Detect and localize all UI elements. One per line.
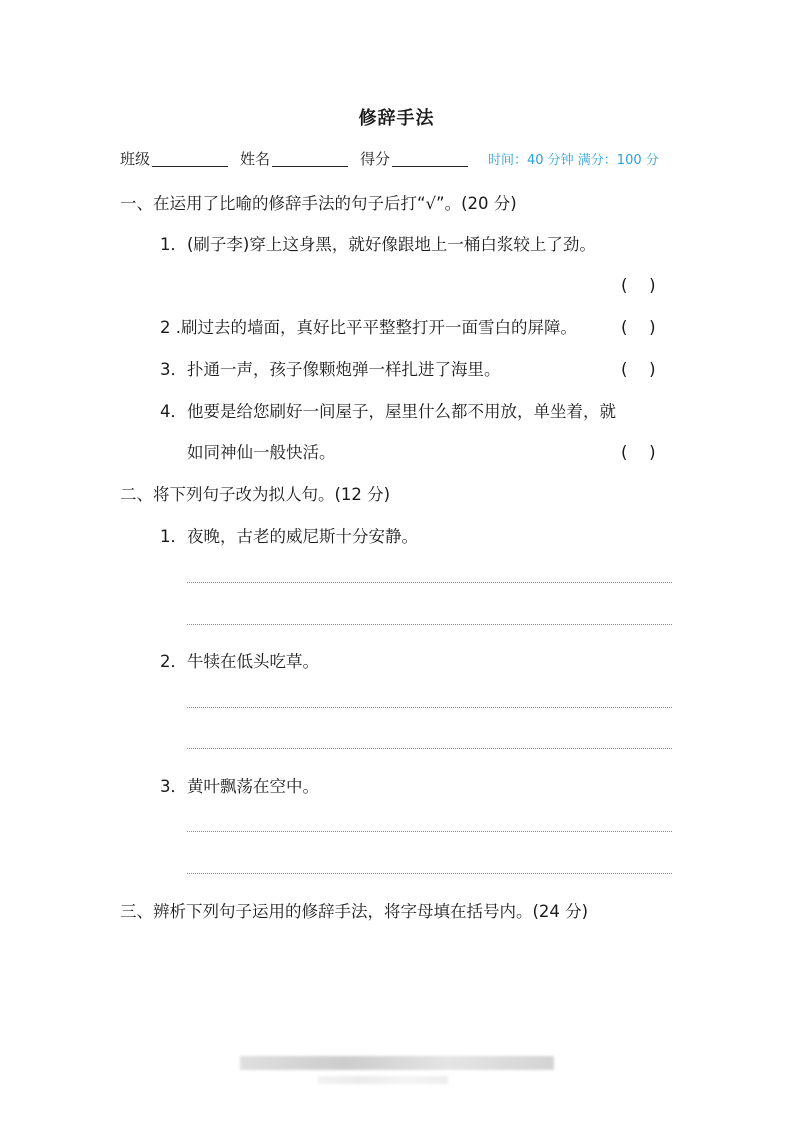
- answer-line[interactable]: [187, 748, 672, 749]
- name-blank[interactable]: [272, 151, 348, 167]
- answer-line[interactable]: [187, 831, 672, 832]
- name-label: 姓名: [240, 150, 271, 168]
- answer-paren-1-4[interactable]: ( ): [621, 443, 656, 462]
- answer-paren-1-1[interactable]: ( ): [621, 276, 656, 295]
- section-1-heading: 一、在运用了比喻的修辞手法的句子后打“√”。(20 分): [120, 194, 517, 213]
- score-label: 得分: [360, 150, 391, 168]
- question-2-2: 2．牛犊在低头吃草。: [160, 652, 319, 671]
- section-2-heading: 二、将下列句子改为拟人句。(12 分): [120, 485, 391, 504]
- answer-line[interactable]: [187, 707, 672, 708]
- score-field[interactable]: [360, 148, 468, 169]
- class-field[interactable]: [120, 148, 228, 169]
- answer-line[interactable]: [187, 624, 672, 625]
- question-1-3: 3．扑通一声，孩子像颗炮弹一样扎进了海里。: [160, 360, 501, 379]
- blurred-watermark-faint: [318, 1076, 448, 1084]
- question-1-1: 1．(刷子李)穿上这身黑，就好像跟地上一桶白浆较上了劲。: [160, 235, 596, 254]
- answer-paren-1-3[interactable]: ( ): [621, 360, 656, 379]
- question-1-4-continuation: 如同神仙一般快活。: [187, 443, 336, 462]
- class-blank[interactable]: [152, 151, 228, 167]
- answer-paren-1-2[interactable]: ( ): [621, 318, 656, 337]
- blurred-watermark: [240, 1056, 554, 1070]
- question-2-1: 1．夜晚，古老的威尼斯十分安静。: [160, 527, 418, 546]
- answer-line[interactable]: [187, 873, 672, 874]
- score-blank[interactable]: [392, 151, 468, 167]
- question-1-4: 4．他要是给您刷好一间屋子，屋里什么都不用放，单坐着，就: [160, 402, 616, 421]
- class-label: 班级: [120, 150, 151, 168]
- question-1-2: 2 .刷过去的墙面，真好比平平整整打开一面雪白的屏障。: [160, 318, 577, 337]
- answer-line[interactable]: [187, 582, 672, 583]
- question-2-3: 3．黄叶飘荡在空中。: [160, 777, 319, 796]
- section-3-heading: 三、辨析下列句子运用的修辞手法，将字母填在括号内。(24 分): [120, 902, 589, 921]
- time-info: 时间：40 分钟 满分：100 分: [488, 153, 659, 168]
- page-title: 修辞手法: [358, 108, 435, 129]
- name-field[interactable]: [240, 148, 348, 169]
